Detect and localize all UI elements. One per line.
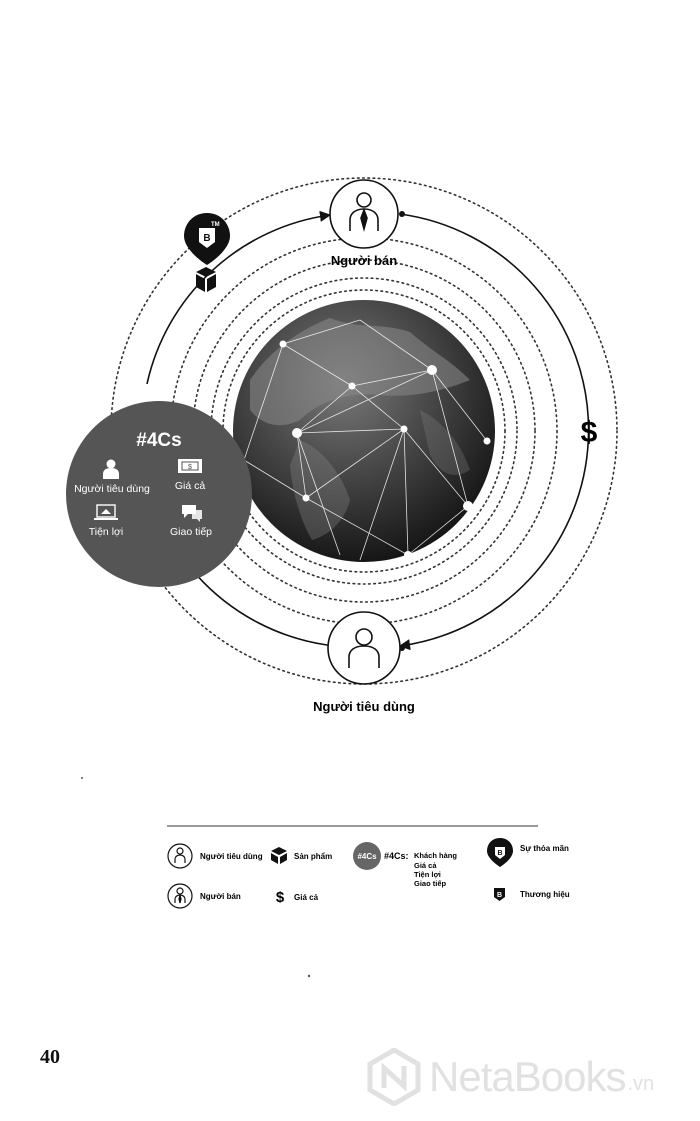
legend-seller-icon [168,884,192,908]
legend-satisfaction-icon [487,838,513,867]
legend-price-label: Giá cả [294,893,319,902]
seller-label: Người bán [330,253,398,268]
speck [81,777,83,779]
watermark-text: NetaBooks [429,1053,626,1100]
netabooks-logo-icon [365,1048,423,1106]
globe [233,300,495,562]
legend-fourcs-item: Khách hàng [414,851,457,860]
legend-fourcs-badge: #4Cs [357,852,377,861]
trademark-mark: TM [211,222,220,228]
watermark [365,1045,695,1109]
consumer-node [328,612,400,684]
legend-consumer-icon [168,844,192,868]
brand-pin-icon [184,213,230,265]
dollar-icon: $ [580,416,598,449]
watermark-suffix: .vn [627,1072,655,1095]
legend-brand-icon [494,888,505,901]
legend-product-icon [271,847,287,864]
four-cs-item-communication: Giao tiếp [169,526,213,538]
legend-satisfaction-label: Sự thỏa mãn [520,844,569,853]
svg-text:B: B [497,850,503,857]
legend-product-label: Sản phẩm [294,852,333,861]
consumer-label: Người tiêu dùng [313,699,415,714]
legend-consumer-label: Người tiêu dùng [200,852,263,861]
legend-fourcs-item: Giá cả [414,861,437,870]
legend-brand-label: Thương hiệu [520,890,570,899]
consumer-circle [328,612,400,684]
four-cs-item-consumer: Người tiêu dùng [74,483,150,495]
product-box-icon [196,267,216,292]
cycle-dot-top [399,211,405,217]
speck [308,975,310,977]
brand-letter: B [203,233,211,244]
legend-fourcs-item: Giao tiếp [414,879,447,888]
four-cs-item-convenience: Tiện lợi [88,526,124,538]
four-cs-circle [66,401,252,587]
legend-seller-label: Người bán [200,892,241,901]
legend [167,826,570,908]
four-cs-title: #4Cs [136,430,182,451]
legend-fourcs-label: #4Cs: [384,851,409,861]
legend-price-icon: $ [275,889,285,906]
seller-node [330,180,398,248]
page-number: 40 [40,1046,60,1068]
four-cs-item-price: Giá cả [174,480,206,492]
legend-fourcs-item: Tiện lợi [414,870,441,879]
banknote-icon [178,459,202,473]
svg-text:$: $ [188,464,192,471]
legend-brand-letter: B [496,892,503,899]
